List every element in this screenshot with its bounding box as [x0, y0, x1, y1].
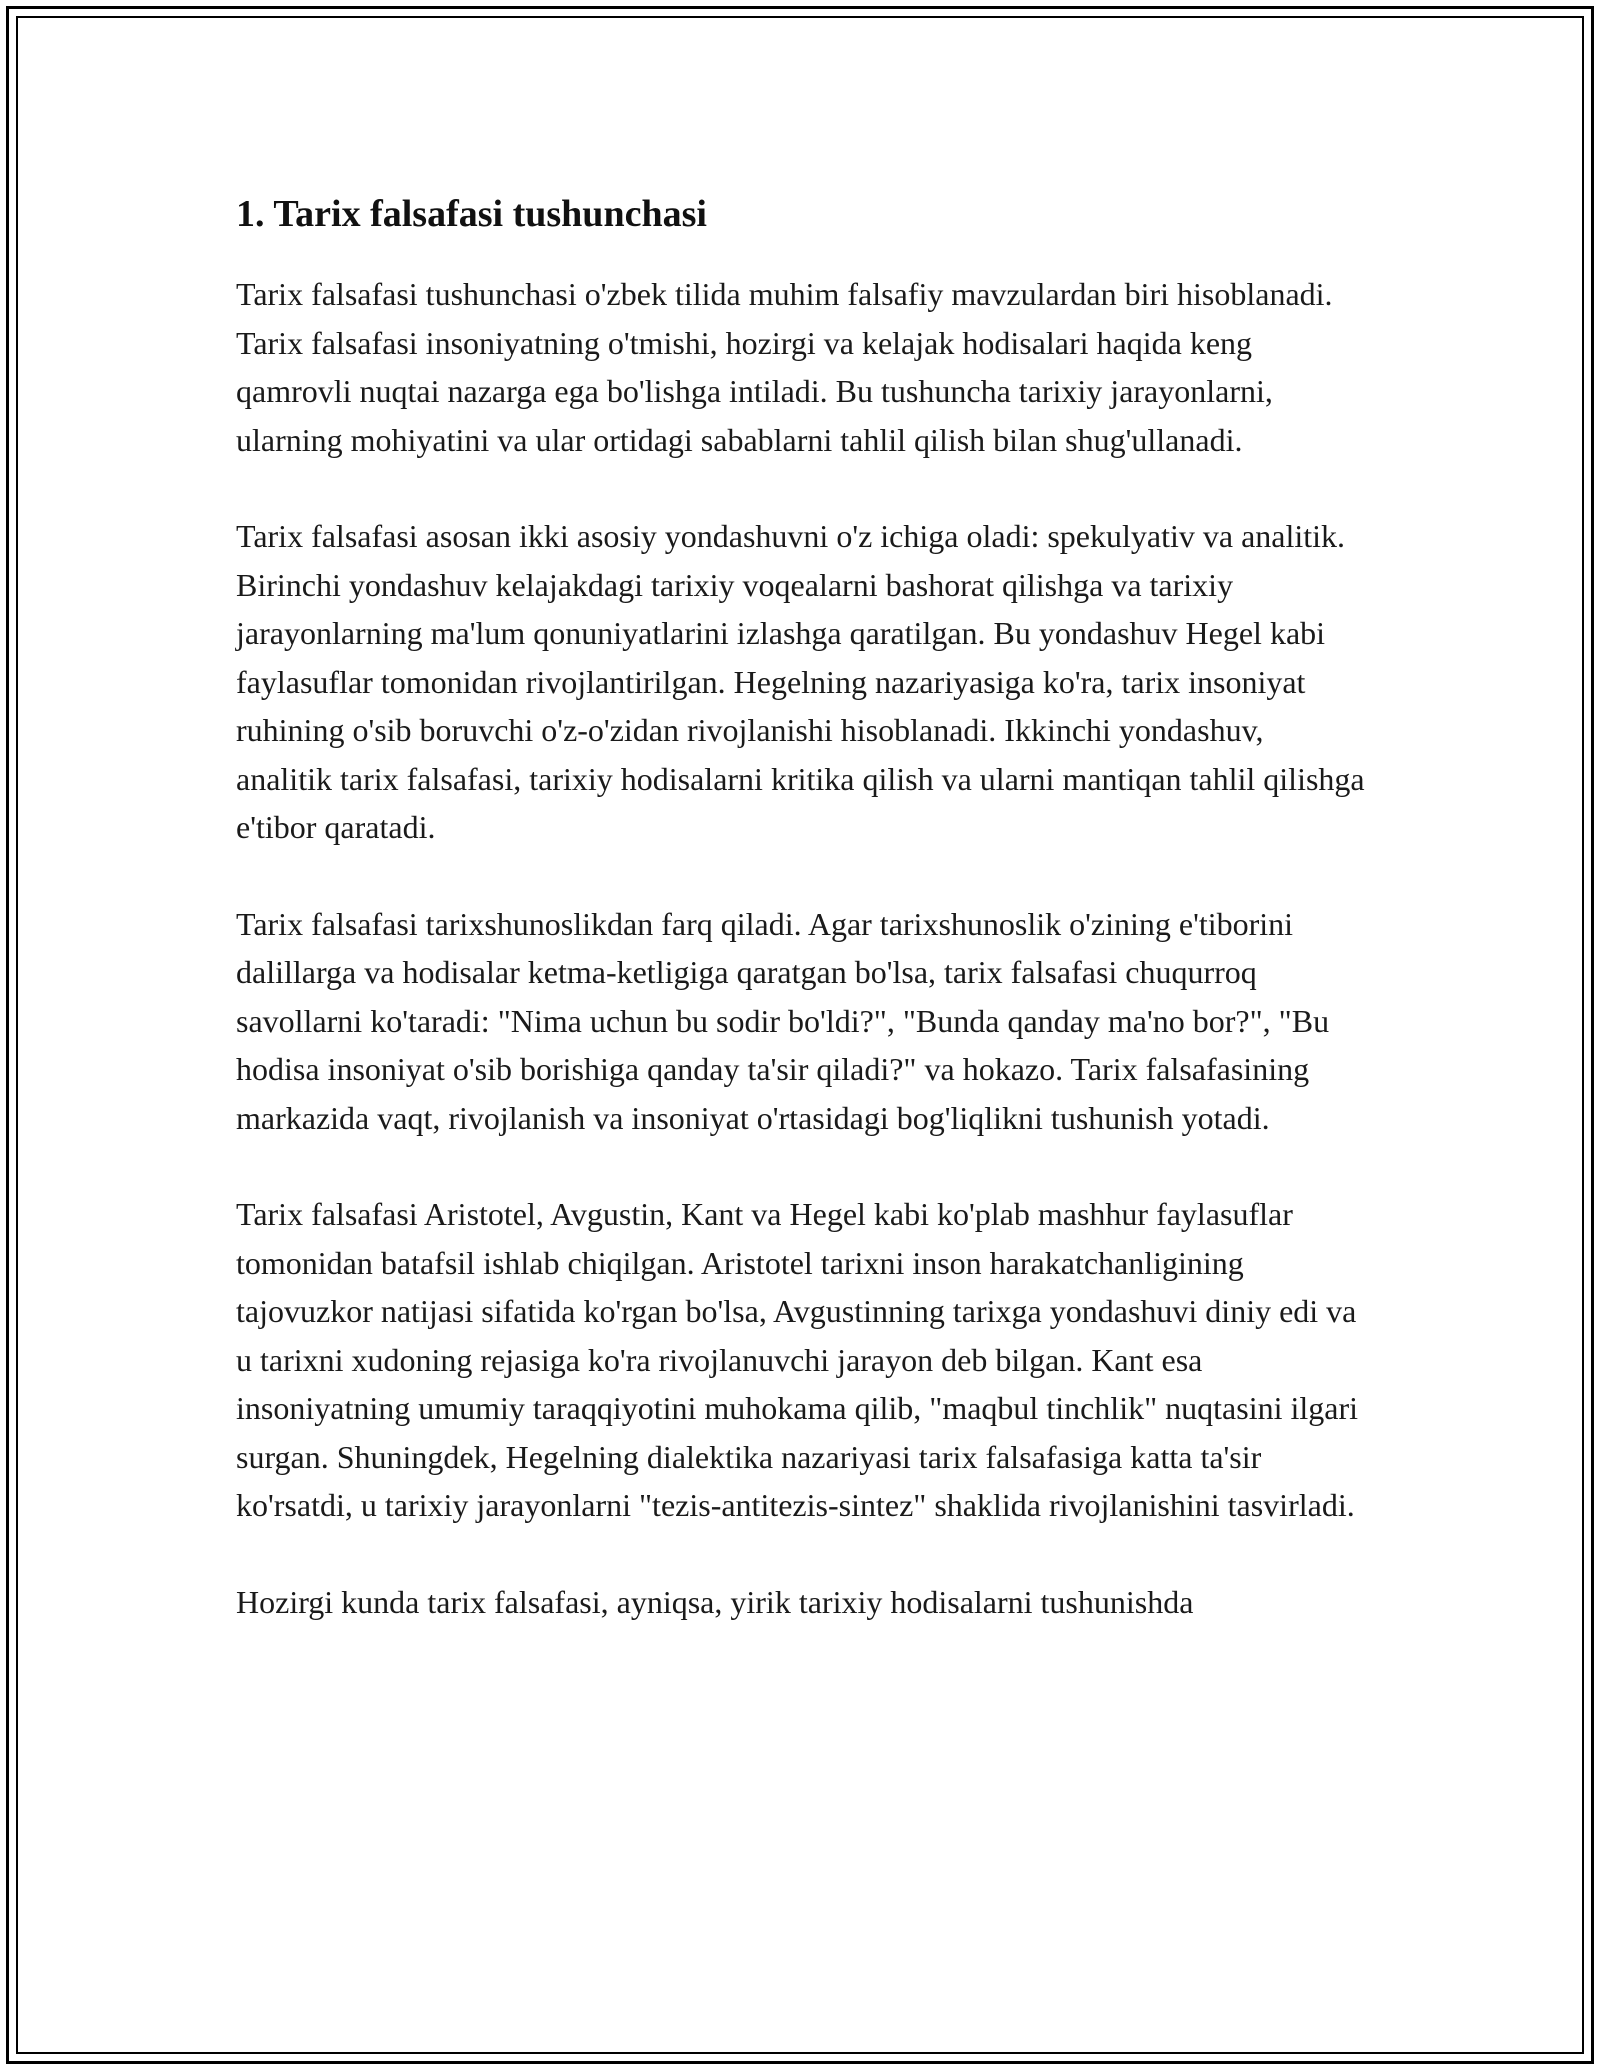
paragraph-1: Tarix falsafasi tushunchasi o'zbek tilida muhim falsafiy mavzulardan biri hisoblanadi. Tarix falsafasi insoniyatning o'tmishi, hozirgi va kelajak hodisalari haqida keng qamrovli nuqtai nazarga ega bo'lishga intiladi. Bu tushuncha tarixiy jarayonlarni, ularning mohiyatini va ular ortidagi sabablarni tahlil qilish bilan shug'ullanadi.	[236, 276, 1333, 458]
document-body	[236, 186, 1366, 1674]
paragraph-5: Hozirgi kunda tarix falsafasi, ayniqsa, yirik tarixiy hodisalarni tushunishda	[236, 1583, 1194, 1620]
paragraph-4: Tarix falsafasi Aristotel, Avgustin, Kant va Hegel kabi ko'plab mashhur faylasuflar tomonidan batafsil ishlab chiqilgan. Aristotel tarixni inson harakatchanligining tajovuzkor natijasi sifatida ko'rgan bo'lsa, Avgustinning tarixga yondashuvi diniy edi va u tarixni xudoning rejasiga ko'ra rivojlanuvchi jarayon deb bilgan. Kant esa insoniyatning umumiy taraqqiyotini muhokama qilib, "maqbul tinchlik" nuqtasini ilgari surgan. Shuningdek, Hegelning dialektika nazariyasi tarix falsafasiga katta ta'sir ko'rsatdi, u tarixiy jarayonlarni "tezis-antitezis-sintez" shaklida rivojlanishini tasvirladi.	[236, 1196, 1358, 1523]
paragraph-3: Tarix falsafasi tarixshunoslikdan farq qiladi. Agar tarixshunoslik o'zining e'tiborini dalillarga va hodisalar ketma-ketligiga qaratgan bo'lsa, tarix falsafasi chuqurroq savollarni ko'taradi: "Nima uchun bu sodir bo'ldi?", "Bunda qanday ma'no bor?", "Bu hodisa insoniyat o'sib borishiga qanday ta'sir qiladi?" va hokazo. Tarix falsafasining markazida vaqt, rivojlanish va insoniyat o'rtasidagi bog'liqlikni tushunish yotadi.	[236, 905, 1330, 1136]
section-heading: 1. Tarix falsafasi tushunchasi	[236, 193, 707, 235]
paragraph-2: Tarix falsafasi asosan ikki asosiy yondashuvni o'z ichiga oladi: spekulyativ va analitik. Birinchi yondashuv kelajakdagi tarixiy voqealarni bashorat qilishga va tarixiy jarayonlarning ma'lum qonuniyatlarini izlashga qaratilgan. Bu yondashuv Hegel kabi faylasuflar tomonidan rivojlantirilgan. Hegelning nazariyasiga ko'ra, tarix insoniyat ruhining o'sib boruvchi o'z-o'zidan rivojlanishi hisoblanadi. Ikkinchi yondashuv, analitik tarix falsafasi, tarixiy hodisalarni kritika qilish va ularni mantiqan tahlil qilishga e'tibor qaratadi.	[236, 518, 1365, 845]
